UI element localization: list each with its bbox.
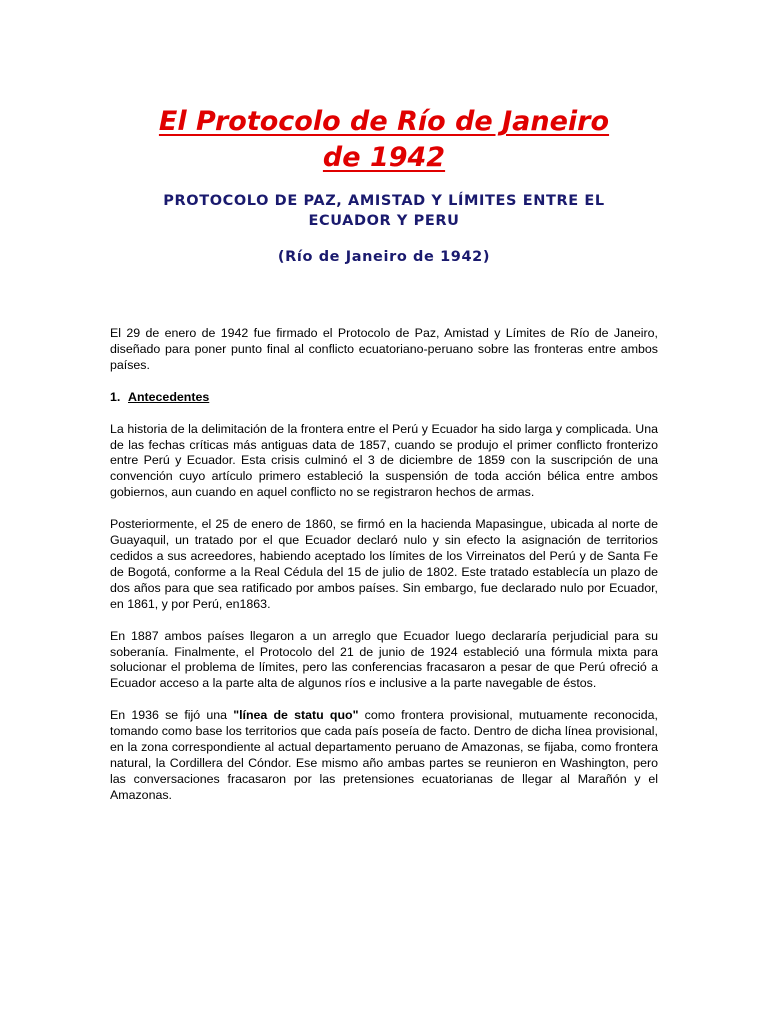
section-number: 1. <box>110 389 121 404</box>
document-subtitle <box>100 191 668 231</box>
section-label: Antecedentes <box>128 389 210 404</box>
paragraph-1936-status-quo <box>110 708 658 803</box>
intro-paragraph: El 29 de enero de 1942 fue firmado el Protocolo de Paz, Amistad y Límites de Río de Janeiro, diseñado para poner punto final al conflicto ecuatoriano-peruano sobre las fronteras entre ambos países. <box>110 326 658 372</box>
paragraph-1936-after: como frontera provisional, mutuamente reconocida, tomando como base los territorios que cada país poseía de facto. Dentro de dicha línea provisional, en la zona correspondiente al actual departamento peruano de Amazonas, se fijaba, como frontera natural, la Cordillera del Cóndor. Ese mismo año ambas partes se reunieron en Washington, pero las conversaciones fracasaron por las pretensiones ecuatorianas de llegar al Marañón y el Amazonas. <box>110 708 658 802</box>
paragraph-history: La historia de la delimitación de la frontera entre el Perú y Ecuador ha sido larga y complicada. Una de las fechas críticas más antiguas data de 1857, cuando se produjo el primer conflicto fronterizo entre Perú y Ecuador. Esta crisis culminó el 3 de diciembre de 1859 con la suscripción de una convención cuyo artículo primero estableció la suspensión de toda acción bélica entre ambos gobiernos, aun cuando en aquel conflicto no se registraron hechos de armas. <box>110 421 658 500</box>
document-body <box>110 326 658 820</box>
title-line-1: El Protocolo de Río de Janeiro <box>158 106 610 137</box>
document-title <box>0 104 768 176</box>
subtitle-line-1: PROTOCOLO DE PAZ, AMISTAD Y LÍMITES ENTRE EL <box>163 193 605 209</box>
title-line-2: de 1942 <box>322 142 446 173</box>
paragraph-1936-before: En 1936 se fijó una <box>110 708 234 723</box>
paragraph-1860-treaty: Posteriormente, el 25 de enero de 1860, se firmó en la hacienda Mapasingue, ubicada al norte de Guayaquil, un tratado por el que Ecuador declaró nulo y sin efecto la asignación de territorios cedidos a sus acreedores, habiendo aceptado los límites de los Virreinatos del Perú y de Santa Fe de Bogotá, conforme a la Real Cédula del 15 de julio de 1802. Este tratado establecía un plazo de dos años para que sea ratificado por ambos países. Sin embargo, fue declarado nulo por Ecuador, en 1861, y por Perú, en1863. <box>110 517 658 611</box>
document-date-line: (Río de Janeiro de 1942) <box>277 249 491 265</box>
paragraph-1887-1924: En 1887 ambos países llegaron a un arreglo que Ecuador luego declararía perjudicial para su soberanía. Finalmente, el Protocolo del 21 de junio de 1924 estableció una fórmula mixta para solucionar el problema de límites, pero las conferencias fracasaron a pesar de que Perú ofreció a Ecuador acceso a la parte alta de algunos ríos e inclusive a la parte navegable de éstos. <box>110 628 658 691</box>
status-quo-emphasis: "línea de statu quo" <box>233 708 359 723</box>
section-heading-antecedentes <box>110 390 658 406</box>
subtitle-line-2: ECUADOR Y PERU <box>308 213 460 229</box>
